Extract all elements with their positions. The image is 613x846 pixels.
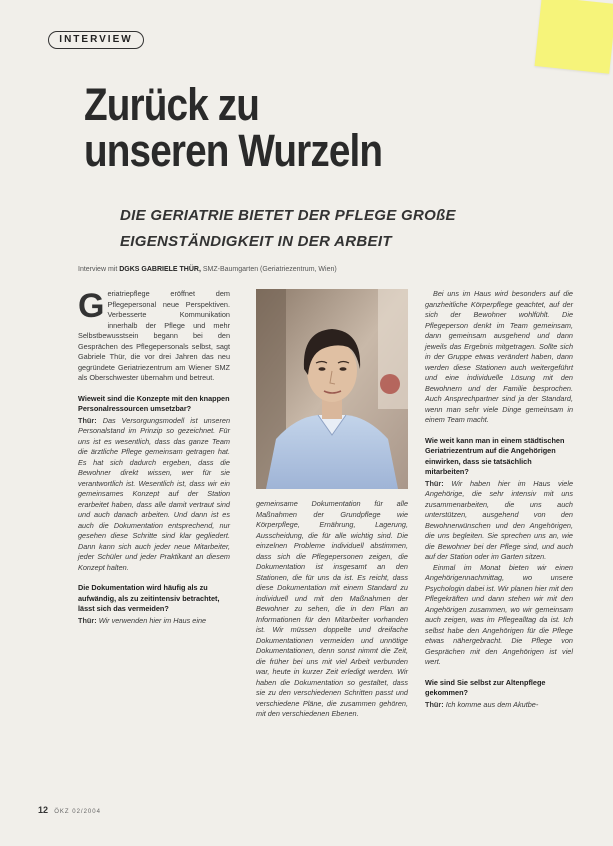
section-tag: INTERVIEW bbox=[48, 31, 144, 49]
byline bbox=[78, 265, 548, 275]
answer-1 bbox=[78, 416, 230, 574]
headline-line-1: Zurück zu bbox=[84, 79, 260, 130]
portrait-photo bbox=[256, 289, 408, 489]
question-4: Wie sind Sie selbst zur Altenpflege gekommen? bbox=[425, 677, 546, 697]
question-3: Wie weit kann man in einem städtischen Geriatriezentrum auf die Angehörigen einwirken, dass sie tatsächlich mitarbeiten? bbox=[425, 435, 565, 476]
answer-text: Wir haben hier im Haus viele Angehörige, die sehr intensiv mit uns zusammenarbeiten, die uns auch unterstützen, ausgehend von den Bewohnerwünschen und den Angehörigen, die uns begleiten. Sie sprechen uns an, wie die Bewohner bei der Pflege sind, und auch auf der Station oder im Garten sitzen. bbox=[425, 478, 573, 561]
page-footer bbox=[38, 805, 101, 815]
answer-speaker: Thür: bbox=[78, 415, 97, 425]
page-number: 12 bbox=[38, 805, 49, 815]
column-3-paragraph-2: Einmal im Monat bieten wir einen Angehörigennachmittag, wo unsere Psychologin dabei ist. Wir planen hier mit den Pflegekräften und dann stehen wir mit den Angehörigen zusammen, wo wir gemeinsam auch zeigen, was im Pflegealltag da ist. Ich selbst habe den Angehörigen für die Pflege etwas nähergebracht. Die Pflege von Gesprächen mit den Angehörigen ist viel wert. bbox=[425, 562, 573, 666]
byline-name: DGKS GABRIELE THÜR, bbox=[119, 266, 201, 273]
answer-text: Das Versorgungsmodell ist unseren Personalstand im Prinzip so gezeichnet. Für uns ist es wesentlich, dass das ganze Team die ärztliche Pflege gemeinsam getragen hat. Es hat sich dadurch ergeben, dass die Bewohner direkt wissen, wer für sie verantwortlich ist. Wesentlich ist, dass wir ein gemeinsames Konzept auf der Station erarbeitet haben, dass alle damit vertraut sind und auch danach arbeiten. Und dann ist es auch die Dokumentation entsprechend, nur gesehen diese Schritte sind klar gegliedert. Dann kann sich auch jeder neue Mitarbeiter, jeder Schüler und jeder Praktikant an diesem Konzept halten. bbox=[78, 415, 230, 572]
headline bbox=[84, 79, 445, 176]
drop-cap: G bbox=[78, 287, 105, 325]
answer-2 bbox=[78, 616, 230, 627]
question-1: Wieweit sind die Konzepte mit den knappen Personalressourcen umsetzbar? bbox=[78, 393, 230, 413]
answer-speaker: Thür: bbox=[78, 615, 97, 625]
answer-speaker: Thür: bbox=[425, 478, 444, 488]
byline-prefix: Interview mit bbox=[78, 266, 118, 273]
byline-suffix: SMZ-Baumgarten (Geriatriezentrum, Wien) bbox=[202, 266, 337, 273]
intro-paragraph bbox=[78, 289, 230, 384]
answer-3 bbox=[425, 479, 573, 563]
subheadline-line-2: EIGENSTÄNDIGKEIT IN DER ARBEIT bbox=[120, 233, 392, 250]
intro-text: eriatriepflege eröffnet dem Pflegepersonal neue Perspektiven. Verbesserte Kommunikation innerhalb der Pflege und mehr Selbstbewusstsein begann bei den Gesprächen des Pflegepersonals selbst, sagt Gabriele Thür, die vor drei Jahren das neu gegründete Geriatriezentrum am Wiener SMZ als Oberschwester übernahm und betreut. bbox=[78, 289, 230, 382]
subheadline-line-1: DIE GERIATRIE BIETET DER PFLEGE GROßE bbox=[120, 207, 456, 224]
portrait-icon bbox=[256, 289, 408, 489]
subheadline bbox=[120, 203, 540, 255]
headline-line-2: unseren Wurzeln bbox=[84, 125, 383, 176]
answer-4 bbox=[425, 700, 573, 711]
answer-speaker: Thür: bbox=[425, 699, 444, 709]
question-2: Die Dokumentation wird häufig als zu aufwändig, als zu zeitintensiv betrachtet, lässt sich das vermeiden? bbox=[78, 583, 220, 613]
magazine-name: ÖKZ 02/2004 bbox=[54, 809, 101, 815]
column-2-text: gemeinsame Dokumentation für alle Maßnahmen der Grundpflege wie Körperpflege, Ernährung, Lagerung, Ausscheidung, die für alle wichtig sind. Die einzelnen Probleme individuell abstimmen, dass sich die Pflegepersonen zeigen, die Dokumentation ist insgesamt an den Stationen, die für uns da ist. Es reicht, dass diese Dokumentation mit einem Standard zu individuell und mit den Maßnahmen der Bewohner zu sehen, die in den Plan an Informationen für den Mitarbeiter vorhanden ist. Wir müssen doppelte und dreifache Dokumentationen vermeiden und unnötige Dokumentationen, denn sonst nimmt die Zeit, die früher bei uns mit viel Arbeit verbunden war, heute in kurzer Zeit erledigt werden. Wir haben die Dokumentation so gestaltet, dass sie zu den verschiedenen Schritten passt und verschiedene Pläne, die zusammen gehören, mit den verschiedenen Ebenen. bbox=[256, 499, 408, 718]
column-3-paragraph-1: Bei uns im Haus wird besonders auf die ganzheitliche Körperpflege geachtet, auf der sich der Bewohner wohlfühlt. Die Pflegeperson denkt im Team gemeinsam, dann gemeinsam ausgehend und dann jeweils das Ergebnis mitgetragen. Sollte sich in der Gruppe etwas verändert haben, dann werden diese Stationen auch weitergeführt und eine individuelle Lösung mit den Bewohnern und der Familie besprochen. Auch Ansprechpartner sind ja der Standard, wenn man sehr viele Dinge gemeinsam in einem Team macht. bbox=[425, 289, 573, 424]
answer-text: Wir verwenden hier im Haus eine bbox=[98, 615, 207, 625]
answer-text: Ich komme aus dem Akutbe- bbox=[445, 699, 539, 709]
article-column-1 bbox=[78, 289, 230, 626]
article-column-2 bbox=[256, 499, 408, 720]
sticky-note bbox=[535, 0, 613, 74]
article-column-3 bbox=[425, 289, 573, 710]
